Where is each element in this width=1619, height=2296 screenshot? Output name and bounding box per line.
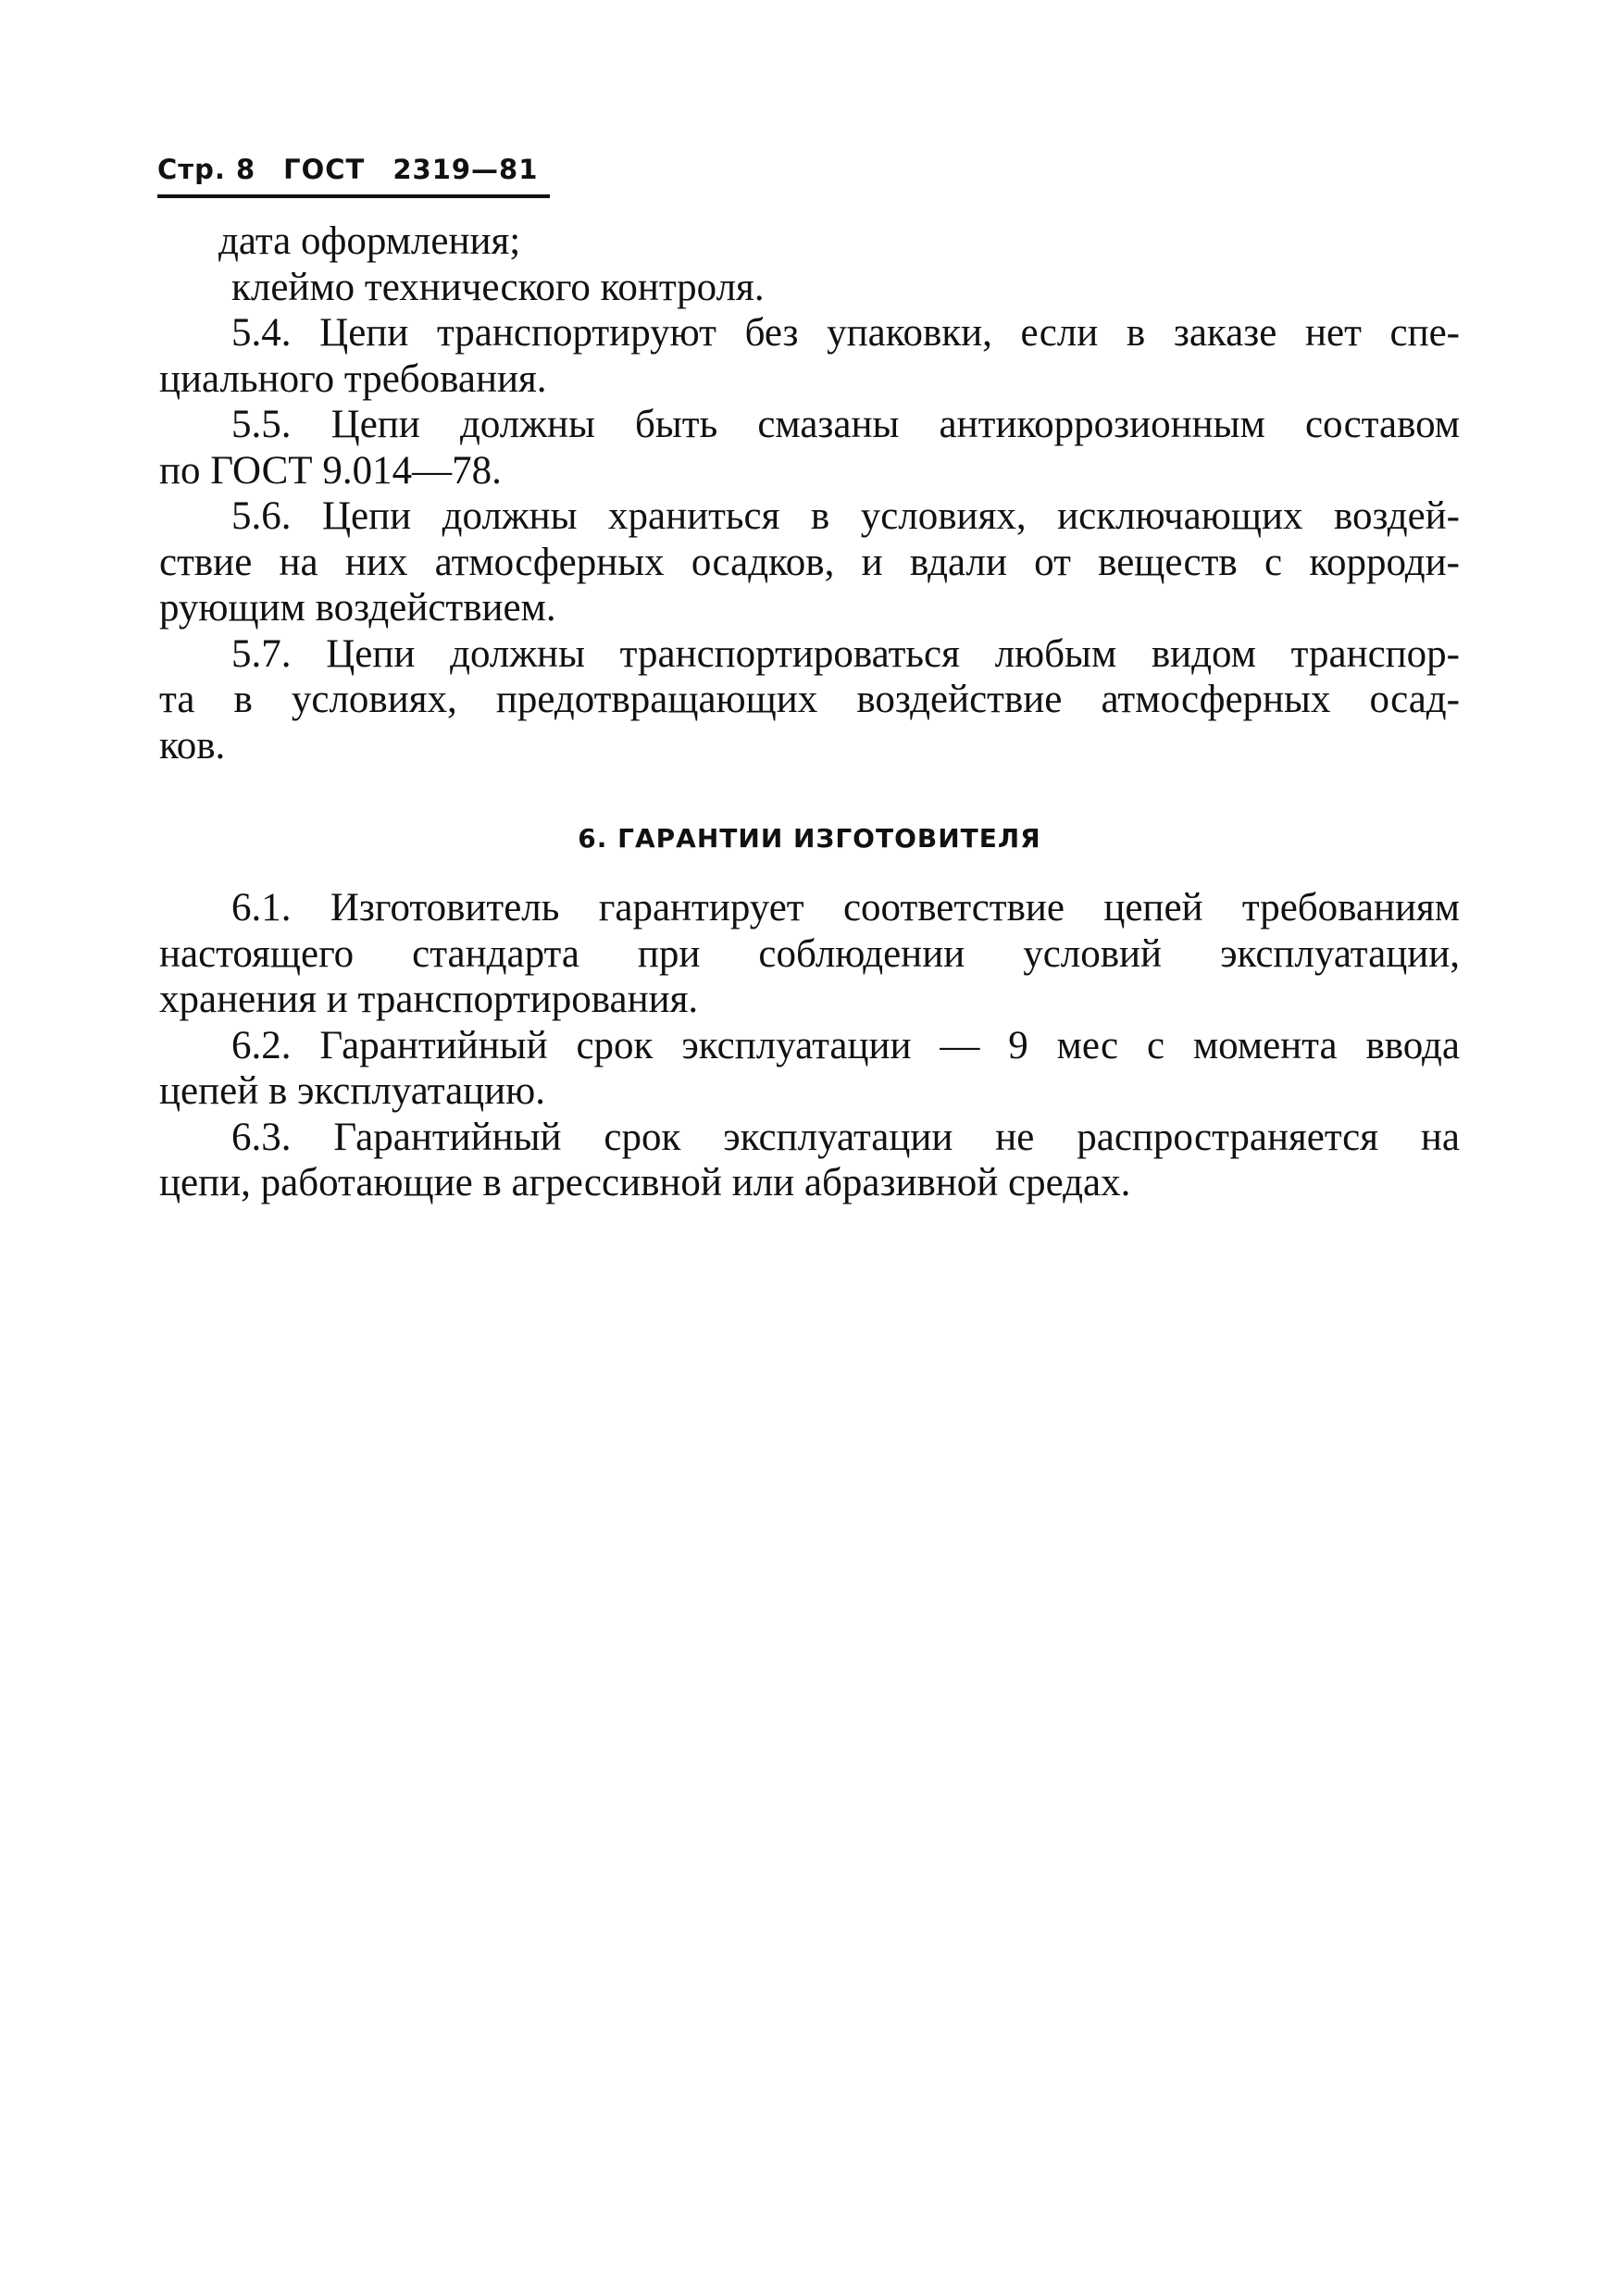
paragraph-5-7 [159,631,1460,769]
paragraph-line: циального требования. [159,356,547,401]
paragraph-line: по ГОСТ 9.014—78. [159,448,502,493]
text-line-stamp: клеймо технического контроля. [231,265,765,309]
paragraph-line: рующим воздействием. [159,586,556,630]
paragraph-line: цепей в эксплуатацию. [159,1069,546,1113]
paragraph-line: 5.6. Цепи должны храниться в условиях, исключающих воздей- [231,494,1460,538]
page-label: Стр. 8 [157,154,256,185]
paragraph-line: та в условиях, предотвращающих воздействие атмосферных осад- [159,678,1460,721]
paragraph-5-4 [159,310,1460,402]
paragraph-line: 5.5. Цепи должны быть смазаны антикоррозионным составом [231,403,1460,446]
paragraph-line: хранения и транспортирования. [159,978,699,1021]
paragraph-line: 6.2. Гарантийный срок эксплуатации — 9 мес с момента ввода [231,1023,1460,1067]
header-rule [157,194,550,198]
paragraph-line: 6.3. Гарантийный срок эксплуатации не распространяется на [231,1115,1460,1159]
paragraph-6-2 [159,1023,1460,1115]
paragraph-line: 5.7. Цепи должны транспортироваться любым видом транспор- [231,631,1460,676]
paragraph-5-6 [159,493,1460,631]
paragraph-line: настоящего стандарта при соблюдении условий эксплуатации, [159,931,1460,976]
standard-label: ГОСТ [283,154,366,185]
standard-number: 2319—81 [392,154,539,185]
section-title: 6. ГАРАНТИИ ИЗГОТОВИТЕЛЯ [578,823,1041,854]
document-body [159,218,1460,1206]
running-head [157,153,538,186]
paragraph-6-3 [159,1115,1460,1206]
paragraph-6-1 [159,885,1460,1023]
paragraph-line: ствие на них атмосферных осадков, и вдали от веществ с корроди- [159,540,1460,584]
paragraph-5-5 [159,402,1460,493]
paragraph-line: цепи, работающие в агрессивной или абразивной средах. [159,1161,1131,1204]
paragraph-line: ков. [159,723,226,767]
text-line-date: дата оформления; [218,219,521,263]
paragraph-line: 5.4. Цепи транспортируют без упаковки, если в заказе нет спе- [231,311,1460,355]
paragraph-line: 6.1. Изготовитель гарантирует соответствие цепей требованиям [231,886,1460,930]
